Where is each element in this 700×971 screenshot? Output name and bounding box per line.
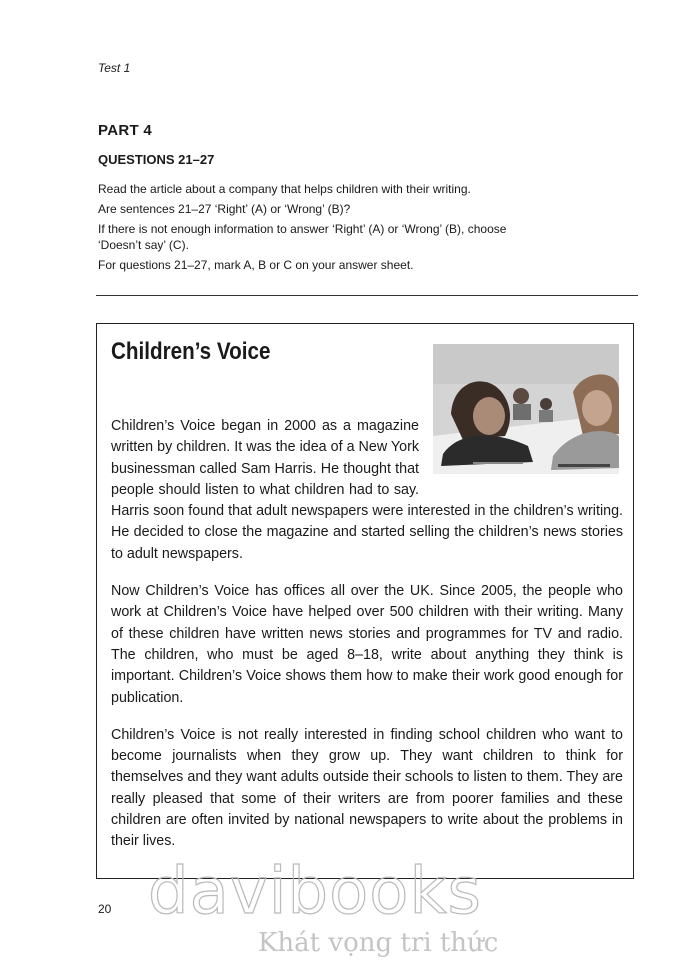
- article-paragraph: Now Children’s Voice has offices all over the UK. Since 2005, the people who work at Children’s Voice have helped over 500 children with their writing. Many of these children have written news stories and programmes for TV and radio. The children, who must be aged 8–18, write about anything they think is important. Children’s Voice shows them how to make their work good enough for publication.: [111, 583, 623, 706]
- questions-heading: QUESTIONS 21–27: [98, 152, 215, 167]
- page-number: 20: [98, 902, 112, 916]
- instruction-line: For questions 21–27, mark A, B or C on your answer sheet.: [98, 258, 414, 272]
- running-header: Test 1: [98, 61, 131, 75]
- instruction-line: If there is not enough information to answer ‘Right’ (A) or ‘Wrong’ (B), choose ‘Doesn’t say’ (C).: [98, 222, 507, 252]
- watermark-slogan: Khát vọng tri thức: [258, 928, 499, 958]
- instructions: [98, 181, 538, 277]
- part-heading: PART 4: [98, 122, 153, 139]
- instruction-line: Read the article about a company that helps children with their writing.: [98, 182, 471, 196]
- article-title: Children’s Voice: [111, 338, 271, 365]
- instruction-line: Are sentences 21–27 ‘Right’ (A) or ‘Wrong’ (B)?: [98, 202, 351, 216]
- divider: [96, 295, 638, 296]
- article-paragraph: Children’s Voice began in 2000 as a magazine written by children. It was the idea of a New York businessman called Sam Harris. He thought that people should listen to what children had to say. Harris soon found that adult newspapers were interested in the children’s writing. He decided to close the magazine and started selling the children’s news stories to adult newspapers.: [111, 418, 623, 562]
- article-paragraph: Children’s Voice is not really interested in finding school children who want to become journalists when they grow up. They want children to think for themselves and they want adults outside their schools to listen to them. They are really pleased that some of their writers are from poorer families and these children are often invited by national newspapers to write about the problems in their lives.: [111, 726, 623, 850]
- watermark-logo: davibooks: [148, 855, 482, 929]
- article-body: [111, 416, 623, 869]
- image-wrap-spacer: [423, 416, 623, 500]
- article-box: [96, 323, 634, 879]
